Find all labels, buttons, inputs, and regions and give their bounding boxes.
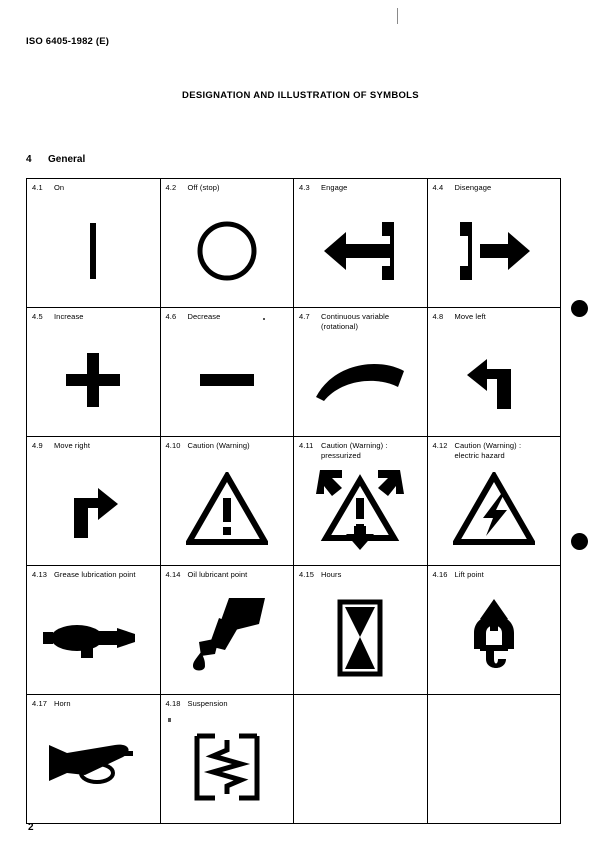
cell-text: Suspension [187,699,228,708]
cell-text: Move left [454,312,486,321]
cell-number: 4.16 [432,570,448,579]
section-number: 4 [26,154,32,165]
symbol-cell-4-2 [160,179,294,308]
cell-text: Caution (Warning) [187,441,250,450]
warning-triangle-icon [161,457,294,561]
page-number: 2 [28,822,34,833]
arrow-right-out-of-bracket-icon [428,199,561,303]
symbol-cell-4-16 [427,566,561,695]
oil-can-icon [161,586,294,690]
cell-number: 4.4 [432,183,444,192]
cell-text: Hours [321,570,342,579]
margin-dot [571,300,588,317]
table-row [27,308,561,437]
symbols-table [26,178,561,824]
cell-text: Off (stop) [187,183,220,192]
cell-label [27,695,160,709]
cell-text: Disengage [454,183,492,192]
cell-text: Oil lubricant point [187,570,248,579]
cell-label [294,179,427,193]
cell-label [428,308,561,322]
cell-number: 4.5 [32,312,43,321]
symbol-cell-empty [294,695,428,824]
minus-icon [161,328,294,432]
hourglass-icon [294,586,427,690]
curved-band-icon [294,328,427,432]
section-title: General [48,154,86,165]
symbol-cell-4-8 [427,308,561,437]
symbol-cell-4-9 [27,437,161,566]
cell-number: 4.1 [32,183,43,192]
cell-label [161,437,294,451]
cell-text: On [54,183,65,192]
symbol-cell-4-15 [294,566,428,695]
cell-number: 4.14 [165,570,181,579]
suspension-icon [161,715,294,819]
cell-text-line2: electric hazard [454,450,505,460]
cell-text: Move right [54,441,91,450]
symbol-cell-4-4 [427,179,561,308]
warning-pressurized-icon [294,457,427,561]
symbol-cell-4-10 [160,437,294,566]
circle-icon [161,199,294,303]
cell-text: Continuous variable [321,312,390,321]
cell-label [161,695,294,709]
warning-electric-icon [428,457,561,561]
symbol-cell-4-5 [27,308,161,437]
symbol-cell-4-18 [160,695,294,824]
cell-label [161,566,294,580]
cell-number: 4.15 [299,570,314,579]
cell-text: Caution (Warning) : [454,441,522,450]
table-row [27,437,561,566]
cell-label [27,566,160,580]
cell-text: Increase [54,312,84,321]
cell-number: 4.17 [32,699,47,708]
cell-text-line2: (rotational) [321,321,359,331]
cell-number: 4.8 [432,312,444,321]
section-heading [26,154,85,165]
cell-label [428,695,561,709]
table-row [27,695,561,824]
vertical-bar-icon [27,199,160,303]
plus-icon [27,328,160,432]
cell-text: Horn [54,699,71,708]
cell-label [294,566,427,580]
symbol-cell-4-12 [427,437,561,566]
symbol-cell-4-1 [27,179,161,308]
cell-label [161,308,294,322]
table-row [27,179,561,308]
grease-gun-icon [27,586,160,690]
table-row [27,566,561,695]
cell-number: 4.10 [165,441,181,450]
page-title: DESIGNATION AND ILLUSTRATION OF SYMBOLS [182,90,419,101]
arrow-left-into-bracket-icon [294,199,427,303]
cell-number: 4.9 [32,441,43,450]
cell-text: Decrease [187,312,221,321]
cell-number: 4.11 [299,441,314,450]
cell-text: Grease lubrication point [54,570,136,579]
cell-label [27,308,160,322]
symbol-cell-4-7 [294,308,428,437]
cell-number: 4.7 [299,312,310,321]
cell-text-line2: pressurized [321,450,361,460]
cell-label [161,179,294,193]
symbol-cell-4-13 [27,566,161,695]
cell-number: 4.12 [432,441,448,450]
cell-label [428,179,561,193]
standard-reference: ISO 6405-1982 (E) [26,36,110,47]
cell-label [27,437,160,451]
cell-number: 4.2 [165,183,177,192]
cell-text: Caution (Warning) : [321,441,388,450]
cell-text: Lift point [454,570,484,579]
symbol-cell-4-11 [294,437,428,566]
cell-label [294,695,427,709]
arrow-turn-left-icon [428,328,561,432]
cell-label [27,179,160,193]
registration-tick [397,8,398,24]
symbol-cell-empty [427,695,561,824]
symbol-cell-4-6 [160,308,294,437]
margin-dot [571,533,588,550]
horn-icon [27,715,160,819]
symbol-cell-4-3 [294,179,428,308]
cell-number: 4.3 [299,183,310,192]
symbol-cell-4-14 [160,566,294,695]
symbol-cell-4-17 [27,695,161,824]
cell-number: 4.18 [165,699,181,708]
cell-text: Engage [321,183,348,192]
cell-number: 4.6 [165,312,177,321]
cell-label [428,566,561,580]
arrow-turn-right-icon [27,457,160,561]
cell-number: 4.13 [32,570,47,579]
lift-hook-icon [428,586,561,690]
